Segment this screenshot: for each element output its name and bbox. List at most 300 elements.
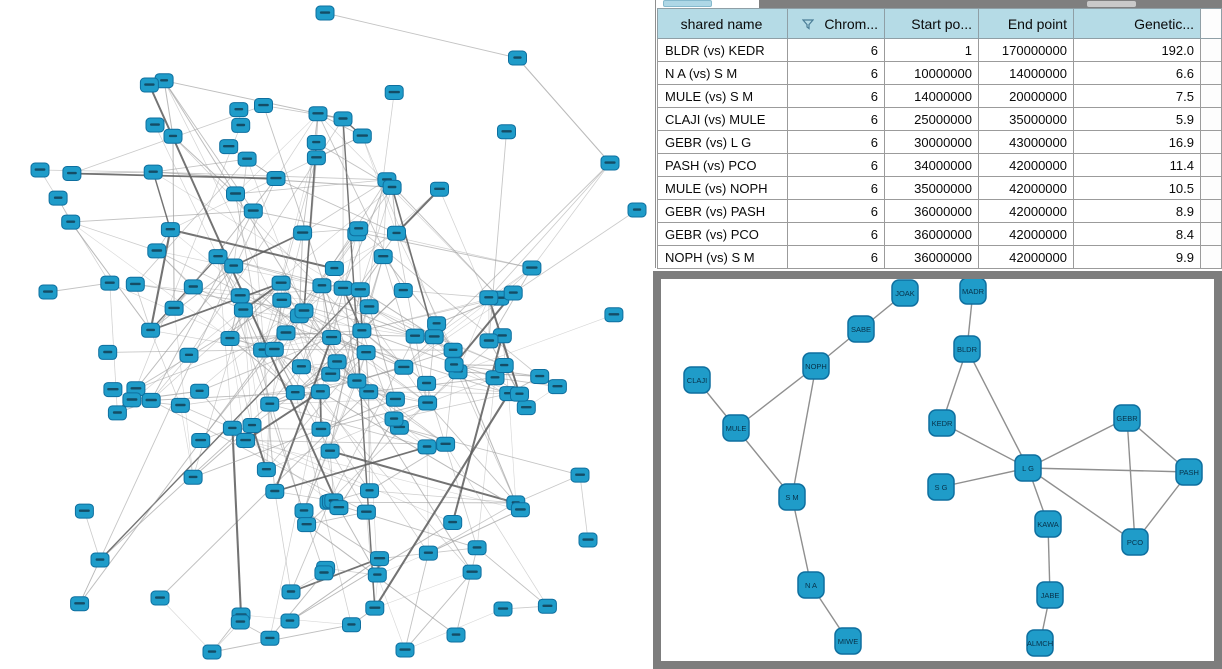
network-node[interactable] — [231, 289, 249, 303]
node-label: PCO — [1126, 538, 1144, 547]
sub-network-panel — [653, 271, 1222, 669]
network-node[interactable] — [494, 602, 512, 616]
network-node-NOPH[interactable] — [803, 353, 829, 379]
network-node[interactable] — [63, 167, 81, 181]
node-label — [374, 557, 385, 559]
node-label — [185, 354, 193, 356]
network-edge-L G-PASH[interactable] — [1028, 468, 1189, 472]
table-cell-chrom[interactable]: 6 — [788, 177, 885, 200]
table-row[interactable] — [658, 39, 1222, 62]
node-label — [575, 474, 585, 476]
table-cell-chrom[interactable]: 6 — [788, 154, 885, 177]
column-header-shared[interactable] — [658, 9, 788, 39]
node-label — [196, 390, 204, 392]
network-node[interactable] — [353, 324, 371, 338]
node-label — [281, 331, 292, 333]
network-edge — [509, 394, 516, 503]
network-node[interactable] — [385, 86, 403, 100]
table-cell-genetic[interactable]: 7.5 — [1074, 85, 1201, 108]
table-cell-start[interactable]: 10000000 — [885, 62, 979, 85]
node-label — [229, 264, 238, 266]
network-node[interactable] — [406, 329, 424, 343]
node-label — [535, 375, 544, 377]
node-label — [318, 284, 327, 286]
node-label — [333, 506, 344, 508]
table-cell-chrom[interactable]: 6 — [788, 131, 885, 154]
node-label — [354, 227, 363, 229]
network-node[interactable] — [395, 360, 413, 374]
node-label — [399, 289, 408, 291]
network-node[interactable] — [165, 301, 183, 315]
node-label — [513, 56, 521, 58]
panel-tab-chip[interactable] — [663, 0, 712, 7]
network-node[interactable] — [146, 118, 164, 132]
network-node-L G[interactable] — [1015, 455, 1041, 481]
network-node[interactable] — [444, 343, 462, 357]
network-node[interactable] — [371, 552, 389, 566]
network-node-BLDR[interactable] — [954, 336, 980, 362]
table-cell-shared[interactable]: GEBR (vs) PCO — [658, 223, 788, 246]
network-node[interactable] — [323, 331, 341, 345]
network-node[interactable] — [343, 618, 361, 632]
node-label — [604, 161, 615, 163]
network-node[interactable] — [234, 303, 252, 317]
network-node[interactable] — [385, 412, 403, 426]
network-node[interactable] — [151, 591, 169, 605]
network-node[interactable] — [104, 383, 122, 397]
network-node-ALMCH[interactable] — [1027, 630, 1053, 656]
table-row[interactable] — [658, 223, 1222, 246]
network-node[interactable] — [273, 293, 291, 307]
node-label — [361, 351, 371, 353]
network-node[interactable] — [223, 421, 241, 435]
network-edge — [232, 428, 241, 615]
table-row[interactable] — [658, 200, 1222, 223]
network-node[interactable] — [203, 645, 221, 659]
horizontal-scrollbar[interactable] — [759, 0, 1222, 8]
network-node[interactable] — [445, 358, 463, 372]
network-node[interactable] — [261, 631, 279, 645]
network-node[interactable] — [144, 165, 162, 179]
filler-cell — [1201, 108, 1222, 131]
scrollbar-thumb[interactable] — [1087, 1, 1136, 7]
network-node[interactable] — [209, 250, 227, 264]
filler-cell — [1201, 62, 1222, 85]
network-node[interactable] — [265, 342, 283, 356]
network-node[interactable] — [350, 222, 368, 236]
column-header-label: Start po... — [911, 15, 972, 32]
table-cell-genetic[interactable]: 6.6 — [1074, 62, 1201, 85]
network-node[interactable] — [538, 599, 556, 613]
table-row[interactable] — [658, 108, 1222, 131]
node-label — [262, 468, 271, 470]
table-cell-end[interactable]: 42000000 — [979, 177, 1074, 200]
table-cell-start[interactable]: 36000000 — [885, 223, 979, 246]
network-node[interactable] — [368, 568, 386, 582]
node-label — [361, 511, 372, 513]
network-node[interactable] — [419, 546, 437, 560]
network-node[interactable] — [221, 332, 239, 346]
network-node[interactable] — [180, 348, 198, 362]
edge-attribute-table — [657, 8, 1222, 269]
table-cell-genetic[interactable]: 5.9 — [1074, 108, 1201, 131]
network-node[interactable] — [315, 566, 333, 580]
table-cell-chrom[interactable]: 6 — [788, 223, 885, 246]
node-label — [236, 620, 246, 622]
table-row[interactable] — [658, 154, 1222, 177]
network-node-PASH[interactable] — [1176, 459, 1202, 485]
network-node[interactable] — [348, 374, 366, 388]
network-node[interactable] — [431, 182, 449, 196]
node-label — [74, 602, 85, 604]
network-node[interactable] — [419, 396, 437, 410]
table-cell-genetic[interactable]: 9.9 — [1074, 246, 1201, 269]
node-label — [422, 382, 431, 384]
node-label — [54, 197, 63, 199]
filter-funnel-icon[interactable] — [802, 19, 814, 30]
table-cell-genetic[interactable]: 10.5 — [1074, 177, 1201, 200]
table-cell-start[interactable]: 36000000 — [885, 246, 979, 269]
network-node-S G[interactable] — [928, 474, 954, 500]
network-node[interactable] — [311, 385, 329, 399]
network-node[interactable] — [509, 51, 527, 65]
network-node[interactable] — [108, 406, 126, 420]
network-node[interactable] — [468, 541, 486, 555]
table-cell-start[interactable]: 14000000 — [885, 85, 979, 108]
table-cell-start[interactable]: 1 — [885, 39, 979, 62]
network-node[interactable] — [225, 259, 243, 273]
network-edge-L G-GEBR[interactable] — [1028, 418, 1127, 468]
table-cell-end[interactable]: 42000000 — [979, 223, 1074, 246]
network-node[interactable] — [295, 504, 313, 518]
network-node-KEDR[interactable] — [929, 410, 955, 436]
table-cell-end[interactable]: 170000000 — [979, 39, 1074, 62]
table-cell-genetic[interactable]: 11.4 — [1074, 154, 1201, 177]
network-node[interactable] — [286, 386, 304, 400]
network-node[interactable] — [425, 330, 443, 344]
table-cell-end[interactable]: 43000000 — [979, 131, 1074, 154]
network-node[interactable] — [418, 440, 436, 454]
network-node[interactable] — [316, 6, 334, 20]
network-node[interactable] — [126, 277, 144, 291]
table-cell-shared[interactable]: PASH (vs) PCO — [658, 154, 788, 177]
network-node[interactable] — [184, 280, 202, 294]
network-edge — [71, 222, 230, 338]
network-node[interactable] — [396, 643, 414, 657]
network-node[interactable] — [360, 300, 378, 314]
network-node[interactable] — [328, 355, 346, 369]
network-node-SABE[interactable] — [848, 316, 874, 342]
network-node[interactable] — [230, 103, 248, 117]
network-node-CLAJI[interactable] — [684, 367, 710, 393]
network-node[interactable] — [374, 250, 392, 264]
node-label — [235, 294, 246, 296]
table-cell-shared[interactable]: NOPH (vs) S M — [658, 246, 788, 269]
sub-network-canvas[interactable] — [661, 279, 1214, 661]
table-cell-genetic[interactable]: 192.0 — [1074, 39, 1201, 62]
network-node[interactable] — [192, 434, 210, 448]
node-label — [466, 571, 477, 573]
network-node[interactable] — [101, 276, 119, 290]
table-cell-genetic[interactable]: 8.9 — [1074, 200, 1201, 223]
network-node[interactable] — [307, 151, 325, 165]
network-node[interactable] — [161, 223, 179, 237]
network-node[interactable] — [480, 334, 498, 348]
network-node[interactable] — [237, 434, 255, 448]
network-node[interactable] — [366, 601, 384, 615]
network-node[interactable] — [71, 597, 89, 611]
column-header-genetic[interactable] — [1074, 9, 1201, 39]
node-label — [223, 145, 235, 147]
network-node[interactable] — [75, 504, 93, 518]
network-node[interactable] — [394, 284, 412, 298]
table-cell-shared[interactable]: MULE (vs) S M — [658, 85, 788, 108]
table-row[interactable] — [658, 85, 1222, 108]
node-label — [319, 571, 328, 573]
table-row[interactable] — [658, 246, 1222, 269]
table-cell-end[interactable]: 42000000 — [979, 154, 1074, 177]
network-node[interactable] — [531, 370, 549, 384]
network-node[interactable] — [418, 376, 436, 390]
network-node[interactable] — [220, 140, 238, 154]
network-node[interactable] — [255, 99, 273, 113]
network-node[interactable] — [261, 397, 279, 411]
node-label — [390, 398, 401, 400]
network-edge — [532, 163, 610, 268]
table-cell-shared[interactable]: CLAJI (vs) MULE — [658, 108, 788, 131]
network-node[interactable] — [480, 291, 498, 305]
table-row[interactable] — [658, 131, 1222, 154]
network-node[interactable] — [307, 136, 325, 150]
network-node[interactable] — [330, 501, 348, 515]
network-node-JABE[interactable] — [1037, 582, 1063, 608]
table-row[interactable] — [658, 62, 1222, 85]
network-node[interactable] — [277, 326, 295, 340]
network-node-KAWA[interactable] — [1035, 511, 1061, 537]
network-node[interactable] — [388, 226, 406, 240]
node-label — [189, 476, 198, 478]
table-cell-shared[interactable]: GEBR (vs) L G — [658, 131, 788, 154]
network-node[interactable] — [243, 419, 261, 433]
network-edge — [212, 625, 352, 652]
node-label — [113, 411, 122, 413]
network-node[interactable] — [142, 323, 160, 337]
network-node[interactable] — [495, 359, 513, 373]
network-node[interactable] — [361, 484, 379, 498]
table-cell-shared[interactable]: GEBR (vs) PASH — [658, 200, 788, 223]
table-cell-genetic[interactable]: 8.4 — [1074, 223, 1201, 246]
network-node[interactable] — [353, 129, 371, 143]
network-node[interactable] — [444, 516, 462, 530]
network-node[interactable] — [517, 401, 535, 415]
network-node-MULE[interactable] — [723, 415, 749, 441]
column-header-chrom[interactable] — [788, 9, 885, 39]
network-node[interactable] — [351, 283, 369, 297]
table-cell-start[interactable]: 34000000 — [885, 154, 979, 177]
network-node[interactable] — [571, 468, 589, 482]
network-node[interactable] — [498, 125, 516, 139]
network-node[interactable] — [548, 380, 566, 394]
network-node[interactable] — [437, 437, 455, 451]
table-cell-shared[interactable]: MULE (vs) NOPH — [658, 177, 788, 200]
network-edge — [299, 189, 439, 316]
network-node[interactable] — [386, 392, 404, 406]
column-header-end[interactable] — [979, 9, 1074, 39]
table-cell-end[interactable]: 42000000 — [979, 200, 1074, 223]
network-node[interactable] — [334, 281, 352, 295]
node-label — [168, 307, 180, 309]
network-node[interactable] — [91, 553, 109, 567]
network-node[interactable] — [357, 346, 375, 360]
node-label — [265, 403, 274, 405]
network-node[interactable] — [123, 393, 141, 407]
table-cell-start[interactable]: 36000000 — [885, 200, 979, 223]
table-cell-genetic[interactable]: 16.9 — [1074, 131, 1201, 154]
network-node[interactable] — [257, 463, 275, 477]
network-node[interactable] — [383, 180, 401, 194]
network-node[interactable] — [191, 384, 209, 398]
network-node[interactable] — [321, 444, 339, 458]
node-label — [316, 428, 327, 430]
node-label: S M — [785, 493, 799, 502]
network-edge — [303, 180, 387, 233]
network-node[interactable] — [298, 518, 316, 532]
network-node[interactable] — [628, 203, 646, 217]
node-label — [363, 390, 374, 392]
network-node[interactable] — [523, 261, 541, 275]
network-node[interactable] — [99, 345, 117, 359]
node-label — [433, 322, 441, 324]
node-label — [452, 633, 461, 635]
network-node[interactable] — [266, 484, 284, 498]
node-label — [299, 309, 310, 311]
network-node[interactable] — [184, 470, 202, 484]
node-label: JABE — [1040, 591, 1060, 600]
table-cell-shared[interactable]: BLDR (vs) KEDR — [658, 39, 788, 62]
table-cell-end[interactable]: 42000000 — [979, 246, 1074, 269]
network-node[interactable] — [281, 614, 299, 628]
table-cell-end[interactable]: 14000000 — [979, 62, 1074, 85]
node-label — [277, 299, 288, 301]
table-cell-start[interactable]: 25000000 — [885, 108, 979, 131]
table-cell-chrom[interactable]: 6 — [788, 108, 885, 131]
node-label — [35, 168, 46, 170]
network-node[interactable] — [232, 118, 250, 132]
network-node[interactable] — [31, 163, 49, 177]
network-node-MIWE[interactable] — [835, 628, 861, 654]
network-edge-GEBR-PCO[interactable] — [1127, 418, 1135, 542]
network-node[interactable] — [511, 503, 529, 517]
network-node[interactable] — [294, 226, 312, 240]
network-edge — [580, 475, 588, 540]
network-node-MADR[interactable] — [960, 279, 986, 304]
network-node[interactable] — [312, 422, 330, 436]
network-node[interactable] — [164, 129, 182, 143]
network-node[interactable] — [601, 156, 619, 170]
node-label — [225, 337, 234, 339]
network-node[interactable] — [579, 533, 597, 547]
network-edge-BLDR-L G[interactable] — [967, 349, 1028, 468]
network-node[interactable] — [62, 215, 80, 229]
network-node[interactable] — [295, 304, 313, 318]
table-cell-chrom[interactable]: 6 — [788, 62, 885, 85]
table-cell-start[interactable]: 30000000 — [885, 131, 979, 154]
network-node-PCO[interactable] — [1122, 529, 1148, 555]
node-label: GEBR — [1116, 414, 1138, 423]
node-label — [238, 308, 248, 310]
network-node[interactable] — [142, 393, 160, 407]
node-label — [175, 404, 185, 406]
node-label — [434, 188, 445, 190]
network-node[interactable] — [447, 628, 465, 642]
network-node[interactable] — [148, 244, 166, 258]
network-node[interactable] — [238, 152, 256, 166]
network-node[interactable] — [325, 262, 343, 276]
network-node[interactable] — [272, 276, 290, 290]
network-edge — [180, 405, 193, 477]
column-header-start[interactable] — [885, 9, 979, 39]
node-label — [312, 112, 323, 114]
network-node[interactable] — [49, 191, 67, 205]
network-node[interactable] — [605, 308, 623, 322]
table-cell-end[interactable]: 20000000 — [979, 85, 1074, 108]
network-node[interactable] — [504, 286, 522, 300]
network-node[interactable] — [334, 112, 352, 126]
network-node-N A[interactable] — [798, 572, 824, 598]
network-node[interactable] — [231, 615, 249, 629]
node-label — [265, 637, 274, 639]
network-node[interactable] — [244, 204, 262, 218]
network-node[interactable] — [171, 398, 189, 412]
table-cell-chrom[interactable]: 6 — [788, 39, 885, 62]
network-node[interactable] — [428, 317, 446, 331]
node-label — [484, 296, 493, 298]
network-node[interactable] — [282, 585, 300, 599]
node-label — [43, 290, 53, 292]
network-node[interactable] — [267, 172, 285, 186]
network-node[interactable] — [511, 387, 529, 401]
table-cell-chrom[interactable]: 6 — [788, 246, 885, 269]
network-node[interactable] — [227, 187, 245, 201]
node-label — [213, 255, 223, 257]
network-node[interactable] — [292, 360, 310, 374]
node-label: SABE — [850, 325, 872, 334]
network-edge — [513, 210, 637, 293]
network-node[interactable] — [463, 565, 481, 579]
network-node[interactable] — [357, 505, 375, 519]
table-cell-chrom[interactable]: 6 — [788, 85, 885, 108]
network-node-GEBR[interactable] — [1114, 405, 1140, 431]
node-label — [297, 365, 306, 367]
node-label — [146, 329, 155, 331]
node-label — [155, 596, 165, 598]
network-node-S M[interactable] — [779, 484, 805, 510]
table-cell-chrom[interactable]: 6 — [788, 200, 885, 223]
network-node-JOAK[interactable] — [892, 280, 918, 306]
network-node[interactable] — [39, 285, 57, 299]
node-label — [160, 79, 168, 81]
network-node[interactable] — [313, 279, 331, 293]
network-node[interactable] — [140, 78, 158, 92]
node-label: PASH — [1179, 468, 1199, 477]
table-row[interactable] — [658, 177, 1222, 200]
table-cell-shared[interactable]: N A (vs) S M — [658, 62, 788, 85]
network-node[interactable] — [309, 107, 327, 121]
network-edge-NOPH-S M[interactable] — [792, 366, 816, 497]
table-cell-start[interactable]: 35000000 — [885, 177, 979, 200]
table-cell-end[interactable]: 35000000 — [979, 108, 1074, 131]
node-label — [320, 11, 330, 13]
